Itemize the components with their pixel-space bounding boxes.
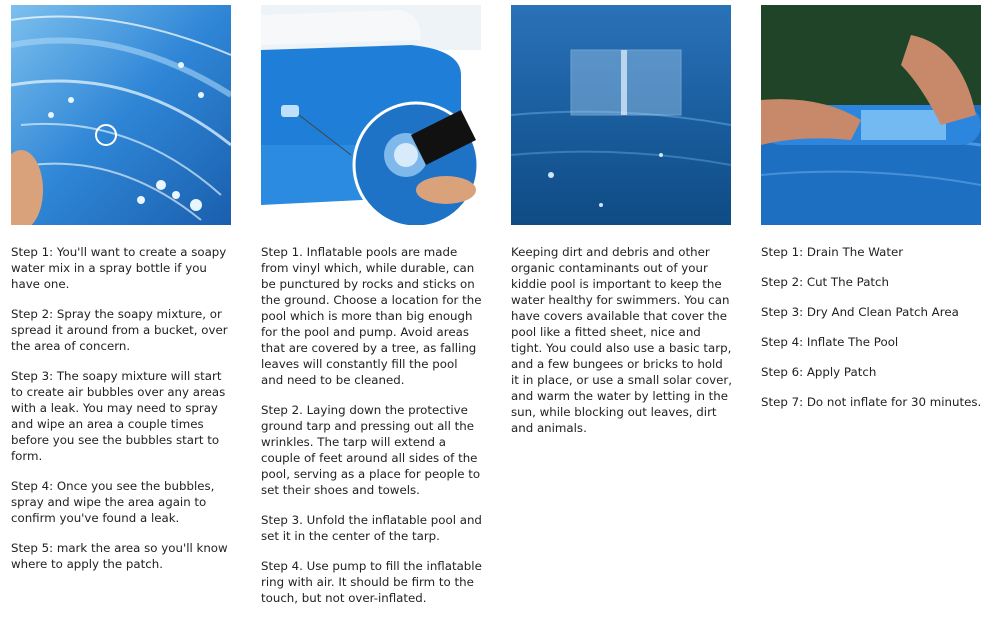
paragraph: Step 4: Once you see the bubbles, spray and wipe the area again to confirm you've found a leak. [11, 479, 215, 525]
paragraph: Step 2. Laying down the protective ground tarp and pressing out all the wrinkles. The tarp will extend a couple of feet around all sides of the pool, serving as a place for people to set their shoes and towels. [261, 403, 481, 497]
pool-pump-image [261, 5, 481, 225]
column-text [511, 244, 733, 436]
column-setup [261, 5, 483, 620]
column-maintenance [511, 5, 733, 450]
step-item: Step 3: Dry And Clean Patch Area [761, 305, 959, 319]
step-item: Step 1: Drain The Water [761, 245, 904, 259]
patch-apply-image [761, 5, 981, 225]
paragraph: Step 1. Inflatable pools are made from vinyl which, while durable, can be punctured by rocks and sticks on the ground. Choose a location for the pool which is more than big enough for the pool and pump. Avoid areas that are covered by a tree, as falling leaves will constantly fill the pool and need to be cleaned. [261, 245, 482, 387]
paragraph: Step 1: You'll want to create a soapy water mix in a spray bottle if you have one. [11, 245, 227, 291]
paragraph: Step 3. Unfold the inflatable pool and set it in the center of the tarp. [261, 513, 482, 543]
paragraph: Keeping dirt and debris and other organic contaminants out of your kiddie pool is important to keep the water healthy for swimmers. You can have covers available that cover the pool like a fitted sheet, nice and tight. You could also use a basic tarp, and a few bungees or bricks to hold it in place, or use a small solar cover, and warm the water by letting in the sun, while blocking out leaves, dirt and animals. [511, 245, 733, 435]
paragraph: Step 5: mark the area so you'll know where to apply the patch. [11, 541, 228, 571]
step-item: Step 4: Inflate The Pool [761, 335, 899, 349]
paragraph: Step 4. Use pump to fill the inflatable ring with air. It should be firm to the touch, but not over-inflated. [261, 559, 482, 605]
underwater-patch-image [511, 5, 731, 225]
column-text [261, 244, 483, 606]
column-text [761, 244, 983, 410]
step-item: Step 6: Apply Patch [761, 365, 877, 379]
column-repair [761, 5, 983, 424]
paragraph: Step 2: Spray the soapy mixture, or spread it around from a bucket, over the area of concern. [11, 307, 228, 353]
column-text [11, 244, 233, 572]
step-item: Step 7: Do not inflate for 30 minutes. [761, 395, 982, 409]
column-leak-detection [11, 5, 233, 586]
step-item: Step 2: Cut The Patch [761, 275, 890, 289]
paragraph: Step 3: The soapy mixture will start to create air bubbles over any areas with a leak. You may need to spray and wipe an area a couple times before you see the bubbles start to form. [11, 369, 226, 463]
soapy-bubbles-image [11, 5, 231, 225]
